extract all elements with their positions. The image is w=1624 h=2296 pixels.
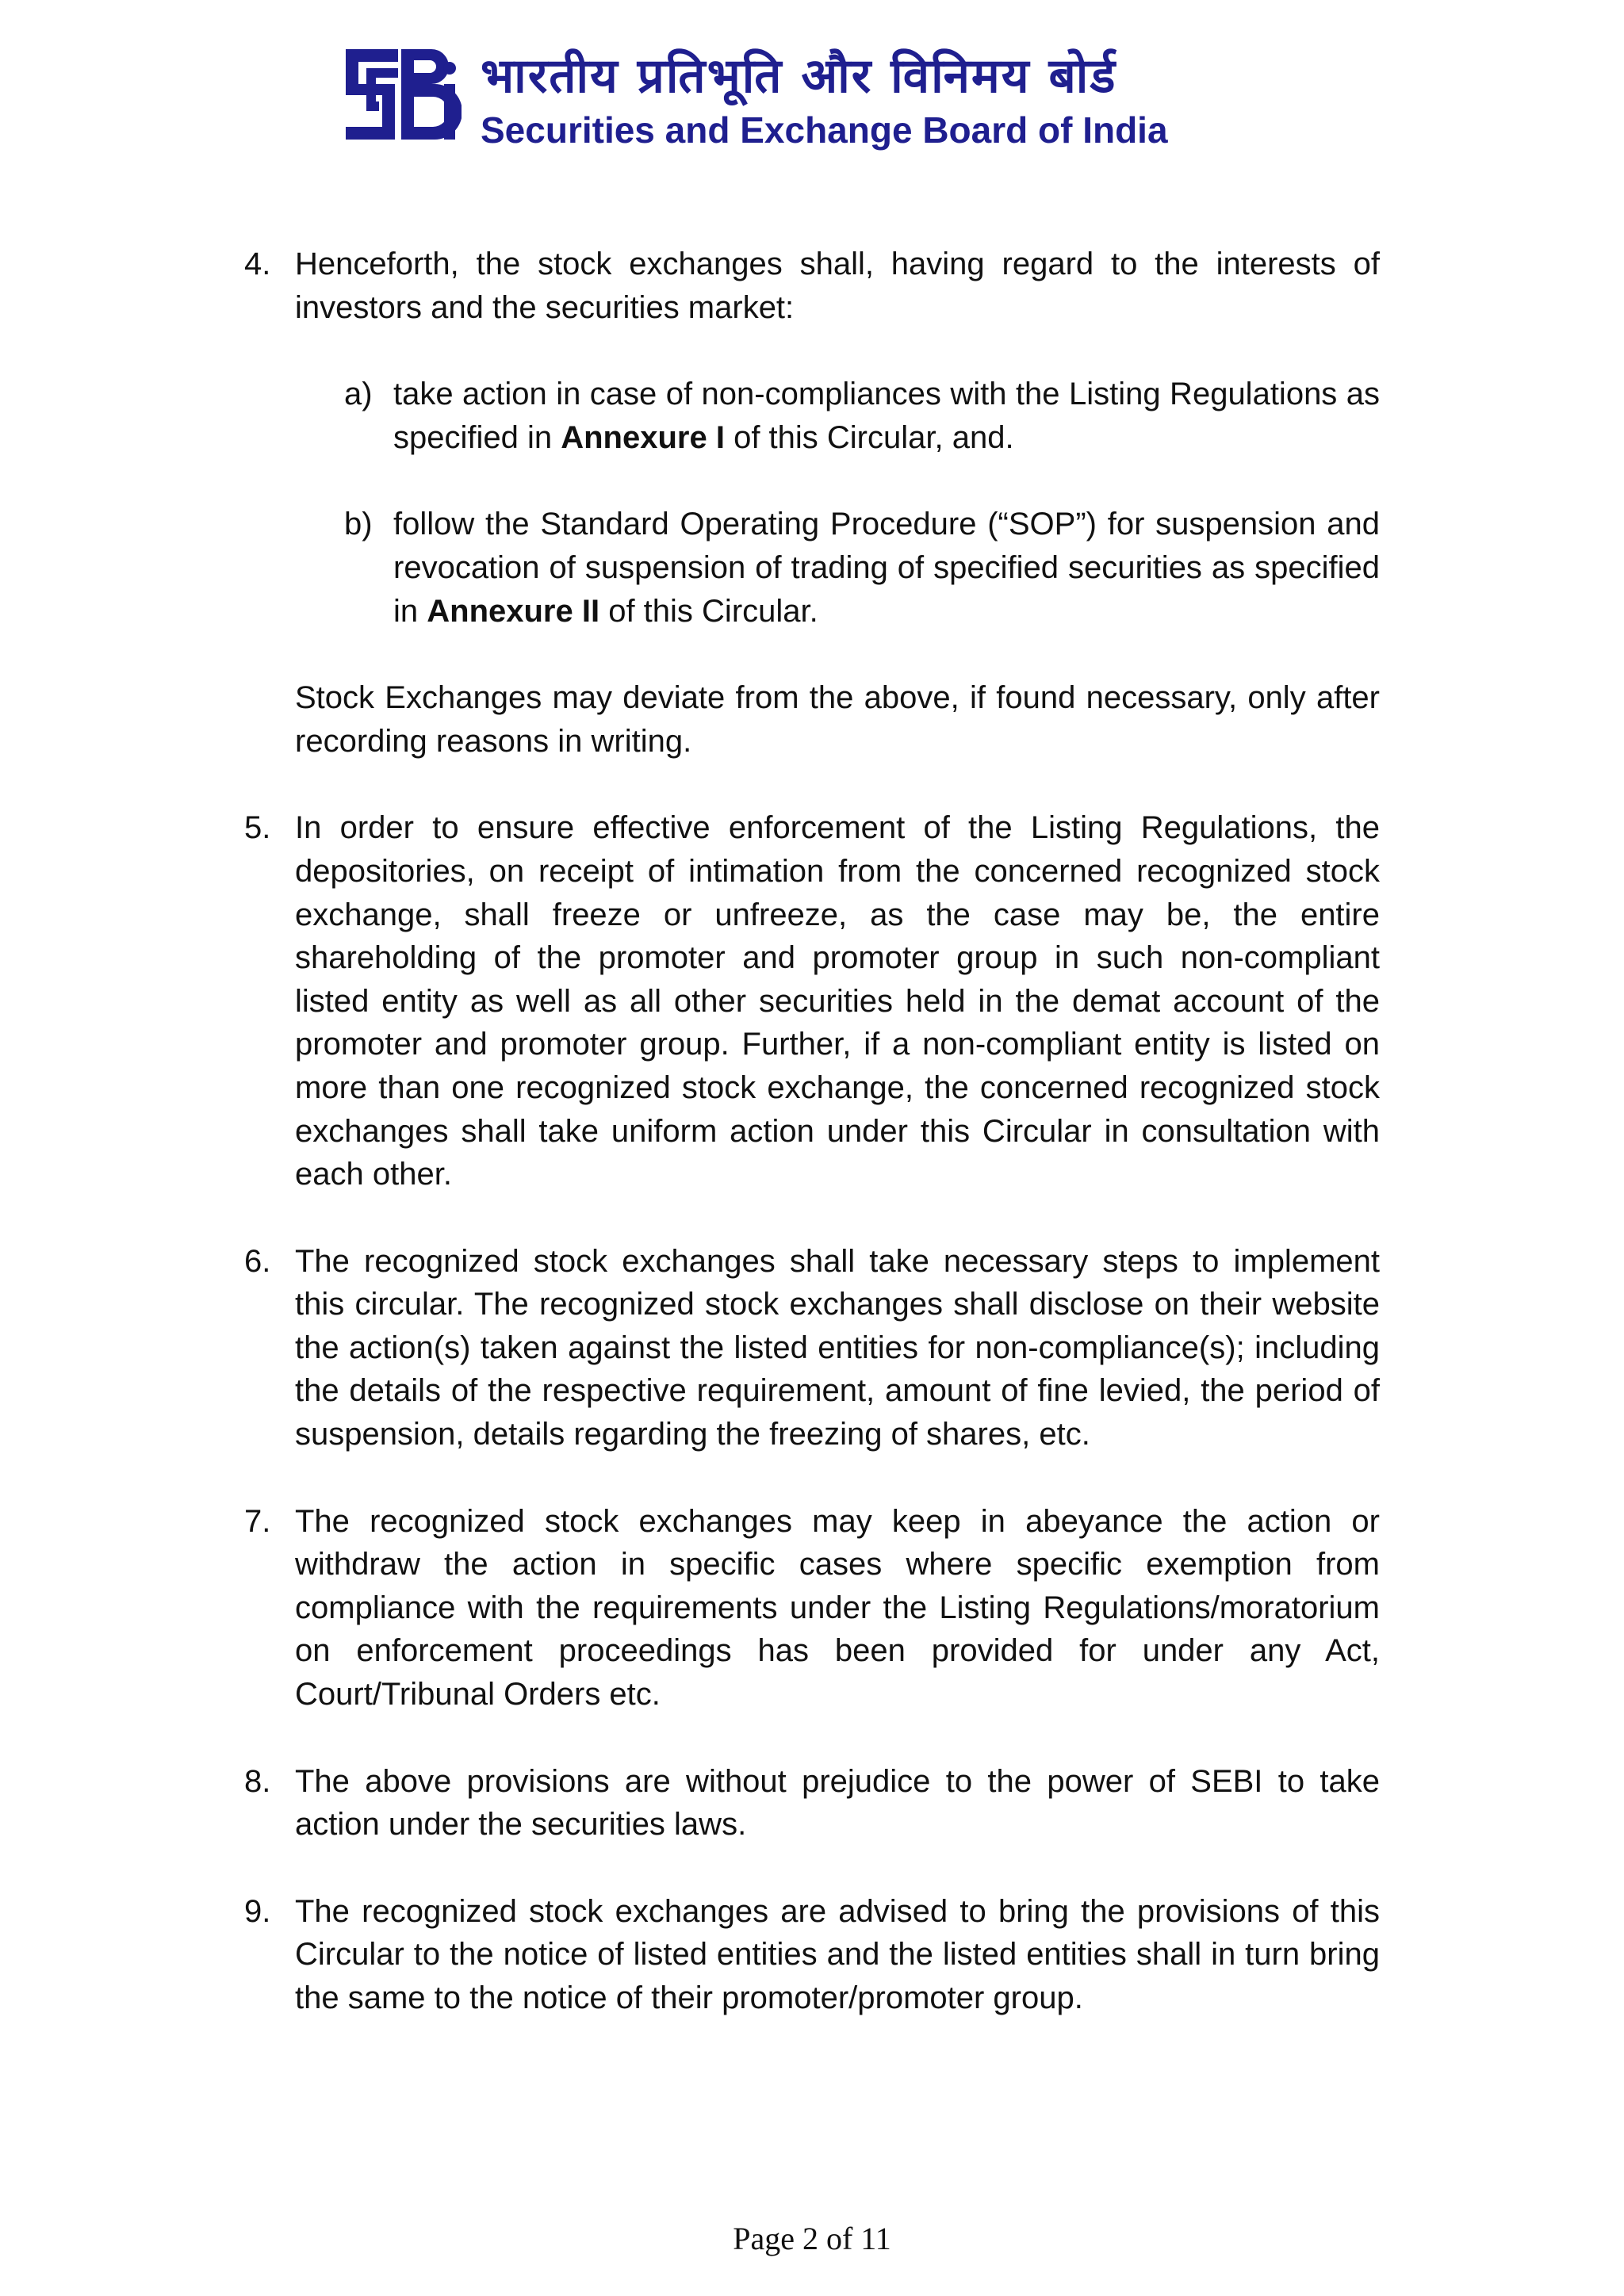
sub-item-label: b) [344,507,373,542]
item-text: The recognized stock exchanges shall take necessary steps to implement this circular. The recognized stock exchanges shall disclose on their website the action(s) taken against the listed entities for non-compliance(s); including the details of the respective requirement, amount of fine levied, the period of suspension, details regarding the freezing of shares, etc. [295,1243,1380,1452]
list-item [244,243,1380,763]
list-item [244,1760,1380,1846]
item-text: The above provisions are without prejudice to the power of SEBI to take action under the securities laws. [295,1763,1380,1843]
letterhead [343,44,1168,155]
sub-item-b [295,503,1380,633]
item-number: 7. [244,1503,271,1539]
org-name-hindi: भारतीय प्रतिभूति और विनिमय बोर्ड [481,48,1117,104]
item-text: Henceforth, the stock exchanges shall, having regard to the interests of investors and the securities market: [295,247,1380,325]
sub-item-text: take action in case of non-compliances with the Listing Regulations as specified in Annexure I of this Circular, and. [393,377,1380,455]
item-text: The recognized stock exchanges are advised to bring the provisions of this Circular to the notice of listed entities and the listed entities shall in turn bring the same to the notice of their promoter/promoter group. [295,1893,1380,2015]
sub-item-text: follow the Standard Operating Procedure (“SOP”) for suspension and revocation of suspension of trading of specified securities as specified in Annexure II of this Circular. [393,507,1380,629]
list-item [244,1890,1380,2020]
item-number: 9. [244,1893,271,1929]
sub-item-label: a) [344,377,373,412]
org-names [481,44,1168,152]
annexure-reference: Annexure II [427,593,600,629]
item-number: 4. [244,247,271,281]
item-text: The recognized stock exchanges may keep in abeyance the action or withdraw the action in specific cases where specific exemption from compliance with the requirements under the Listing Regulations/moratorium on enforcement proceedings has been provided for under any Act, Court/Tribunal Orders etc. [295,1503,1380,1712]
sub-item-a [295,373,1380,459]
circular-body [244,243,1380,2064]
sebi-logo-icon [343,44,462,149]
page-number: Page 2 of 11 [733,2221,891,2256]
org-name-english: Securities and Exchange Board of India [481,109,1168,151]
list-item [244,1240,1380,1456]
item-note: Stock Exchanges may deviate from the above, if found necessary, only after recording reasons in writing. [295,680,1380,759]
annexure-reference: Annexure I [561,419,725,455]
list-item [244,1500,1380,1716]
item-number: 6. [244,1243,271,1279]
item-number: 5. [244,810,271,846]
item-text: In order to ensure effective enforcement of the Listing Regulations, the depositories, on receipt of intimation from the concerned recognized stock exchange, shall freeze or unfreeze, as the case may be, the entire shareholding of the promoter and promoter group in such non-compliant listed entity as well as all other securities held in the demat account of the promoter and promoter group. Further, if a non-compliant entity is listed on more than one recognized stock exchange, the concerned recognized stock exchanges shall take uniform action under this Circular in consultation with each other. [295,810,1380,1192]
list-item [244,806,1380,1196]
item-number: 8. [244,1763,271,1799]
